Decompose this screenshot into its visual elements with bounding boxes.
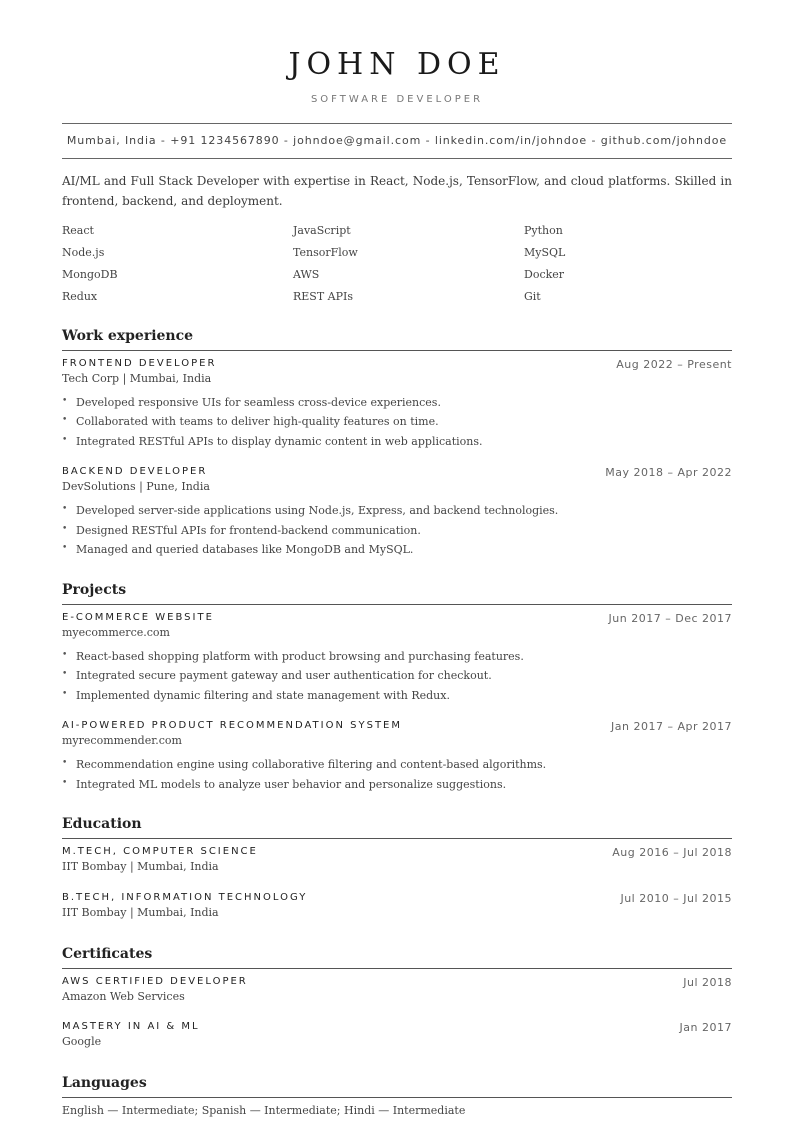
- candidate-role: SOFTWARE DEVELOPER: [310, 94, 484, 105]
- entry-title: BACKEND DEVELOPER: [62, 466, 208, 477]
- bullet-item: • Recommendation engine using collaborative filtering and content-based algorithms.: [76, 758, 546, 771]
- bullet-item: • Integrated secure payment gateway and user authentication for checkout.: [76, 669, 492, 682]
- entry-date: Jan 2017 – Apr 2017: [611, 720, 732, 733]
- section-title-work: Work experience: [62, 327, 732, 351]
- entry-title: MASTERY IN AI & ML: [62, 1021, 200, 1032]
- entry-title: E-COMMERCE WEBSITE: [62, 612, 214, 623]
- skill-item: React: [62, 224, 94, 237]
- section-title-certificates: Certificates: [62, 945, 732, 969]
- section-title-languages: Languages: [62, 1074, 732, 1098]
- skill-item: Redux: [62, 290, 98, 303]
- bullet-item: • Designed RESTful APIs for frontend-backend communication.: [76, 524, 421, 537]
- entry-subtitle: IIT Bombay | Mumbai, India: [62, 906, 219, 919]
- skill-item: AWS: [293, 268, 320, 281]
- entry-date: Jan 2017: [679, 1021, 732, 1034]
- bullet-item: • Integrated RESTful APIs to display dynamic content in web applications.: [76, 435, 483, 448]
- bullet-item: • Integrated ML models to analyze user behavior and personalize suggestions.: [76, 778, 506, 791]
- skill-item: JavaScript: [293, 224, 351, 237]
- entry-header: [62, 1021, 732, 1037]
- entry-date: May 2018 – Apr 2022: [605, 466, 732, 479]
- entry-subtitle: myrecommender.com: [62, 734, 182, 747]
- entry-subtitle: Tech Corp | Mumbai, India: [62, 372, 212, 385]
- bullet-item: • Developed responsive UIs for seamless cross-device experiences.: [76, 396, 441, 409]
- entry-subtitle: Amazon Web Services: [62, 990, 185, 1003]
- entry-date: Jul 2010 – Jul 2015: [620, 892, 732, 905]
- skill-item: TensorFlow: [293, 246, 358, 259]
- candidate-name: JOHN DOE: [288, 47, 506, 82]
- entry-subtitle: myecommerce.com: [62, 626, 170, 639]
- skill-item: Python: [524, 224, 563, 237]
- skill-item: Node.js: [62, 246, 105, 259]
- entry-date: Jul 2018: [683, 976, 732, 989]
- summary: AI/ML and Full Stack Developer with expertise in React, Node.js, TensorFlow, and cloud platforms. Skilled in frontend, backend, and deployment.: [62, 174, 732, 208]
- entry-title: AI-POWERED PRODUCT RECOMMENDATION SYSTEM: [62, 720, 402, 731]
- section-title-projects: Projects: [62, 581, 732, 605]
- skill-item: REST APIs: [293, 290, 354, 303]
- contact-line: Mumbai, India - +91 1234567890 - johndoe@gmail.com - linkedin.com/in/johndoe - github.com/johndoe: [62, 123, 732, 159]
- entry-title: AWS CERTIFIED DEVELOPER: [62, 976, 248, 987]
- entry-date: Aug 2016 – Jul 2018: [612, 846, 732, 859]
- skill-item: MySQL: [524, 246, 566, 259]
- bullet-item: • Collaborated with teams to deliver high-quality features on time.: [76, 415, 439, 428]
- skill-item: MongoDB: [62, 268, 118, 281]
- bullet-item: • Implemented dynamic filtering and state management with Redux.: [76, 689, 450, 702]
- entry-subtitle: Google: [62, 1035, 102, 1048]
- entry-title: B.TECH, INFORMATION TECHNOLOGY: [62, 892, 308, 903]
- skills-grid: [62, 223, 732, 311]
- entry-subtitle: IIT Bombay | Mumbai, India: [62, 860, 219, 873]
- entry-date: Aug 2022 – Present: [616, 358, 732, 371]
- entry-title: M.TECH, COMPUTER SCIENCE: [62, 846, 258, 857]
- skill-item: Docker: [524, 268, 565, 281]
- bullet-item: • Developed server-side applications using Node.js, Express, and backend technologies.: [76, 504, 558, 517]
- entry-date: Jun 2017 – Dec 2017: [608, 612, 732, 625]
- bullet-item: • React-based shopping platform with product browsing and purchasing features.: [76, 650, 524, 663]
- entry-title: FRONTEND DEVELOPER: [62, 358, 217, 369]
- entry-subtitle: DevSolutions | Pune, India: [62, 480, 210, 493]
- bullet-item: • Managed and queried databases like MongoDB and MySQL.: [76, 543, 413, 556]
- section-title-education: Education: [62, 815, 732, 839]
- languages-list: English — Intermediate; Spanish — Intermediate; Hindi — Intermediate: [62, 1104, 466, 1117]
- skill-item: Git: [524, 290, 541, 303]
